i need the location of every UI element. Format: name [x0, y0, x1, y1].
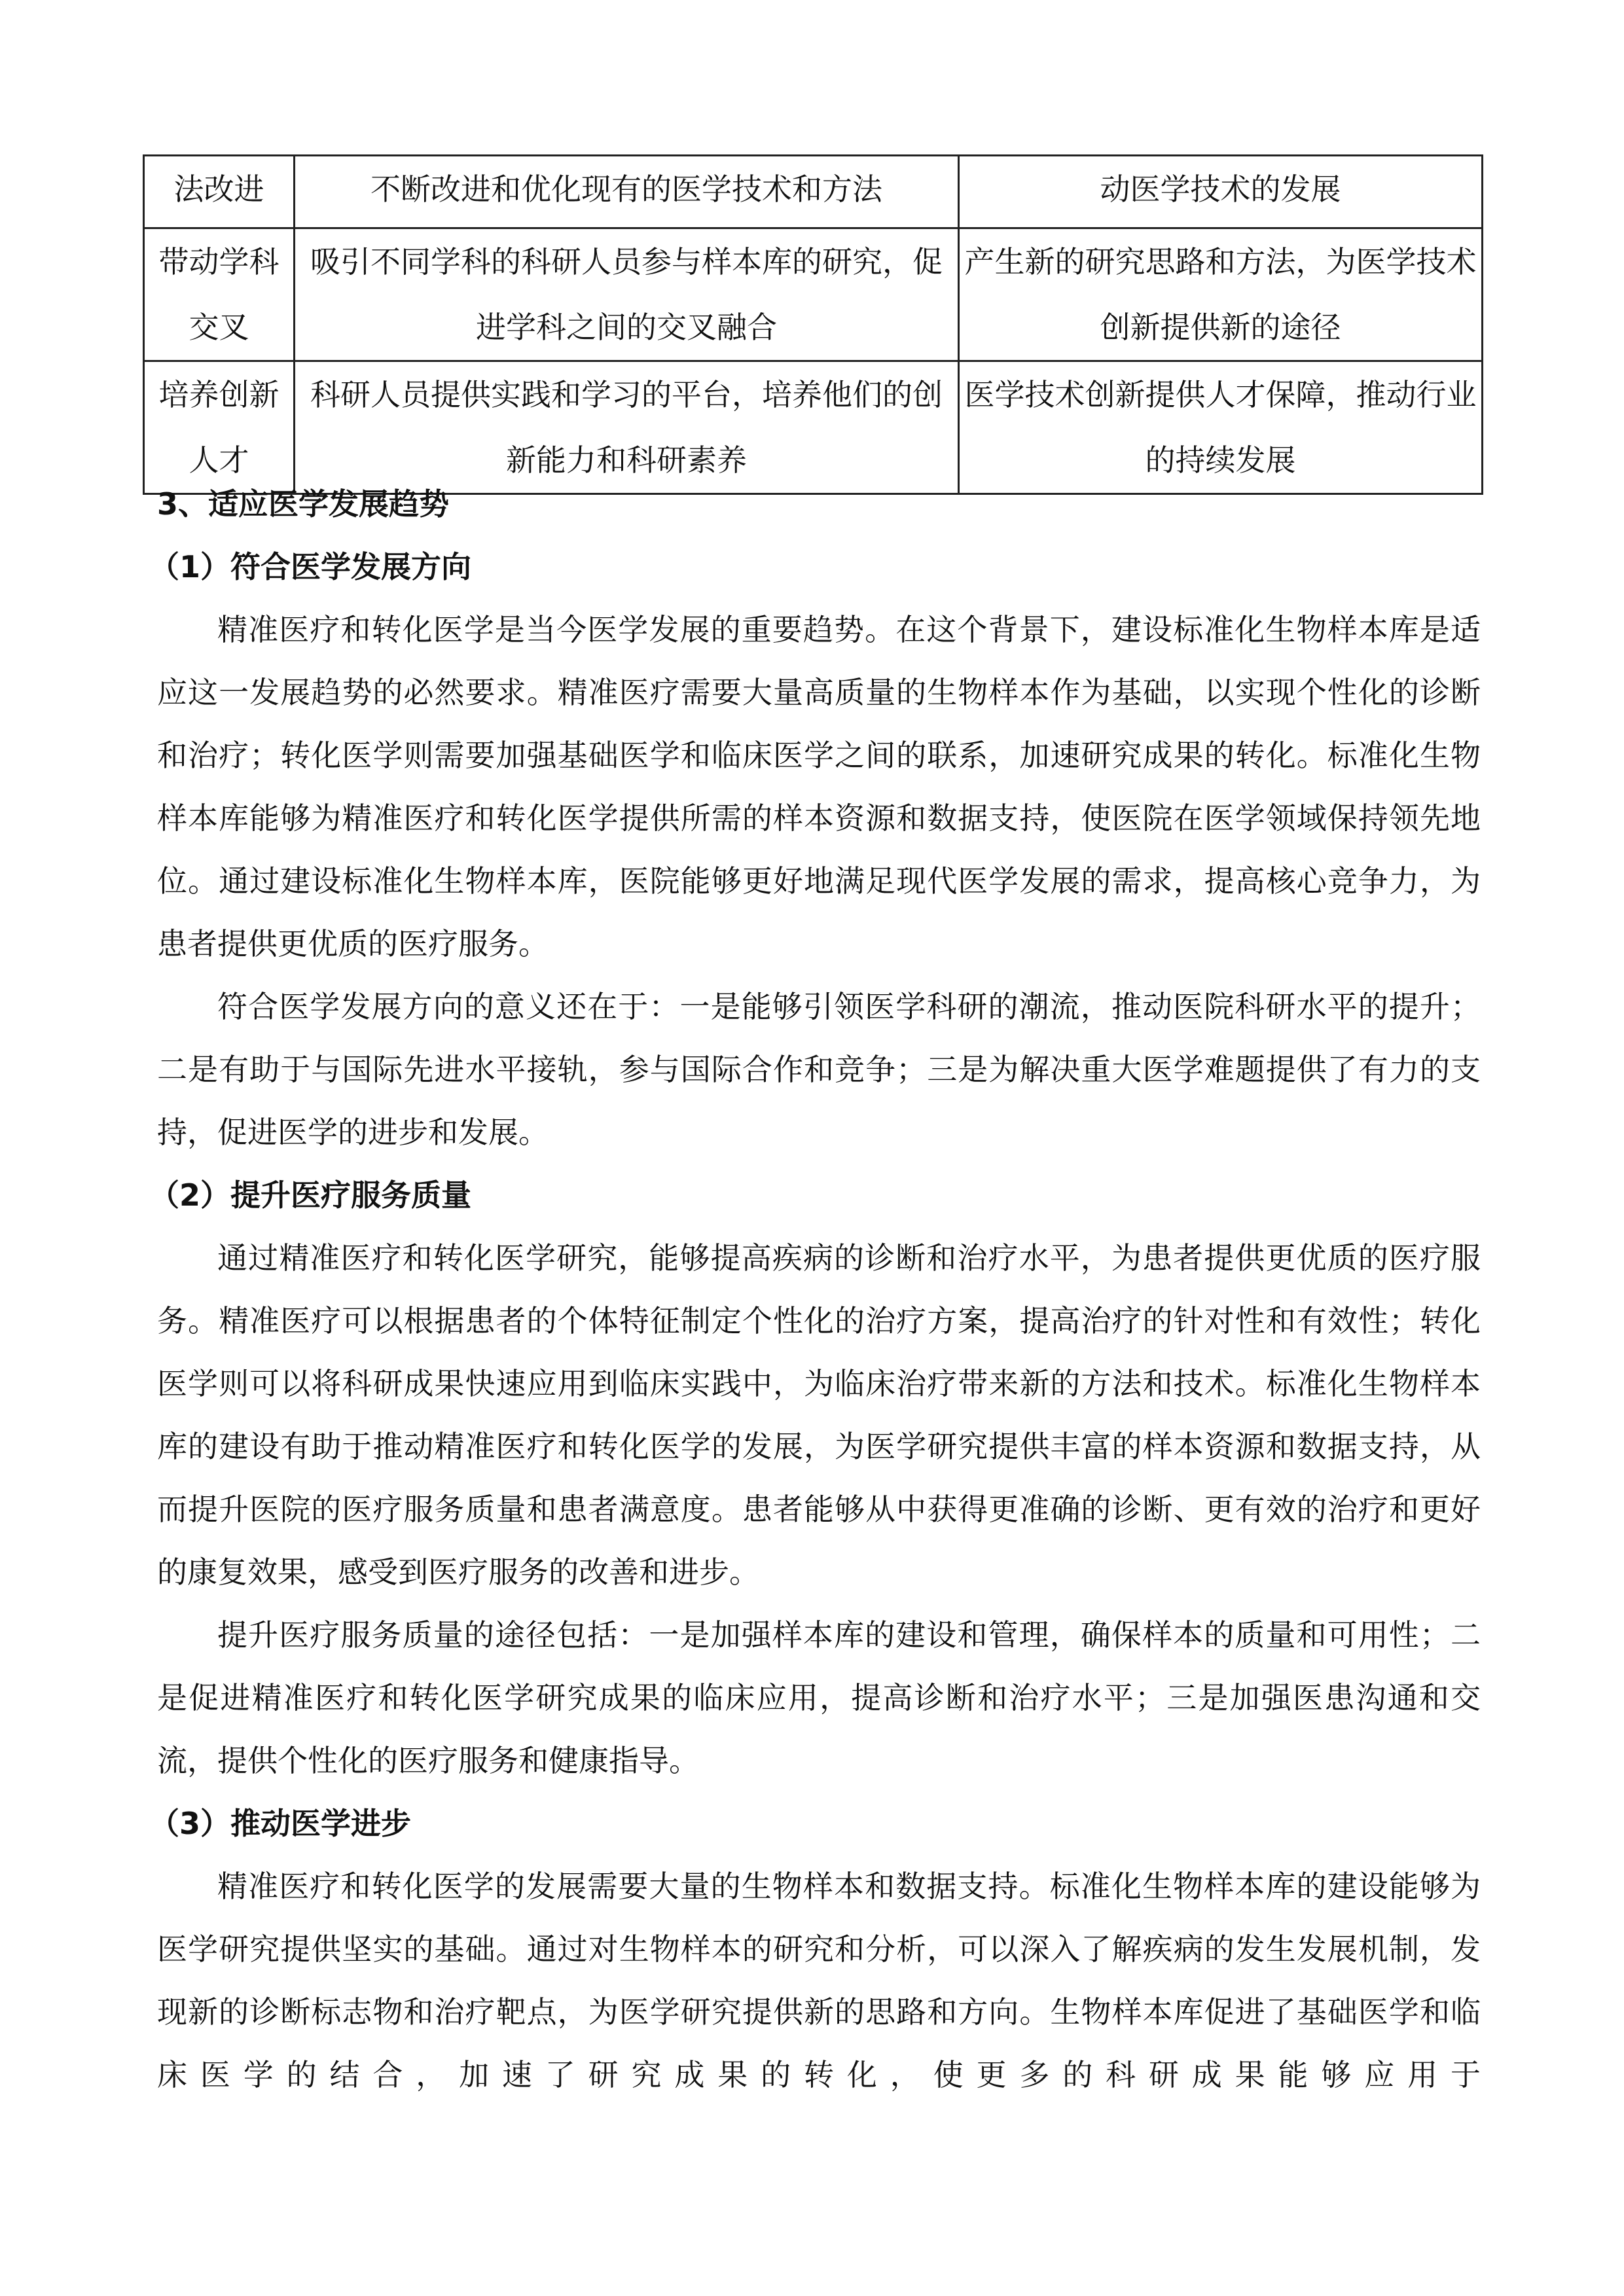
paragraph: 提升医疗服务质量的途径包括：一是加强样本库的建设和管理，确保样本的质量和可用性；二是促进精准医疗和转化医学研究成果的临床应用，提高诊断和治疗水平；三是加强医患沟通和交流，提供个性化的医疗服务和健康指导。 — [157, 1617, 1481, 1778]
table-cell: 法改进 — [144, 156, 295, 228]
innovation-table — [143, 154, 1483, 495]
table-cell: 科研人员提供实践和学习的平台，培养他们的创新能力和科研素养 — [295, 361, 959, 494]
table-cell: 带动学科交叉 — [144, 228, 295, 361]
section-heading: 3、适应医学发展趋势 — [157, 486, 450, 522]
table-row — [144, 156, 1483, 228]
paragraph: 精准医疗和转化医学的发展需要大量的生物样本和数据支持。标准化生物样本库的建设能够为医学研究提供坚实的基础。通过对生物样本的研究和分析，可以深入了解疾病的发生发展机制，发现新的诊断标志物和治疗靶点，为医学研究提供新的思路和方向。生物样本库促进了基础医学和临床医学的结合，加速了研究成果的转化，使更多的科研成果能够应用于 — [157, 1869, 1481, 2092]
table-row — [144, 228, 1483, 361]
table-cell: 医学技术创新提供人才保障，推动行业的持续发展 — [959, 361, 1483, 494]
document-body — [149, 473, 1481, 2106]
subsection-heading: （2）提升医疗服务质量 — [149, 1177, 472, 1213]
table-cell: 动医学技术的发展 — [959, 156, 1483, 228]
table-cell: 培养创新人才 — [144, 361, 295, 494]
paragraph: 通过精准医疗和转化医学研究，能够提高疾病的诊断和治疗水平，为患者提供更优质的医疗服务。精准医疗可以根据患者的个体特征制定个性化的治疗方案，提高治疗的针对性和有效性；转化医学则可以将科研成果快速应用到临床实践中，为临床治疗带来新的方法和技术。标准化生物样本库的建设有助于推动精准医疗和转化医学的发展，为医学研究提供丰富的样本资源和数据支持，从而提升医院的医疗服务质量和患者满意度。患者能够从中获得更准确的诊断、更有效的治疗和更好的康复效果，感受到医疗服务的改善和进步。 — [157, 1240, 1481, 1590]
subsection-heading: （1）符合医学发展方向 — [149, 549, 472, 584]
subsection-heading: （3）推动医学进步 — [149, 1806, 412, 1841]
table-cell: 不断改进和优化现有的医学技术和方法 — [295, 156, 959, 228]
paragraph: 符合医学发展方向的意义还在于：一是能够引领医学科研的潮流，推动医院科研水平的提升；二是有助于与国际先进水平接轨，参与国际合作和竞争；三是为解决重大医学难题提供了有力的支持，促进医学的进步和发展。 — [157, 989, 1481, 1150]
table-cell: 产生新的研究思路和方法，为医学技术创新提供新的途径 — [959, 228, 1483, 361]
table-cell: 吸引不同学科的科研人员参与样本库的研究，促进学科之间的交叉融合 — [295, 228, 959, 361]
paragraph: 精准医疗和转化医学是当今医学发展的重要趋势。在这个背景下，建设标准化生物样本库是适应这一发展趋势的必然要求。精准医疗需要大量高质量的生物样本作为基础，以实现个性化的诊断和治疗；转化医学则需要加强基础医学和临床医学之间的联系，加速研究成果的转化。标准化生物样本库能够为精准医疗和转化医学提供所需的样本资源和数据支持，使医院在医学领域保持领先地位。通过建设标准化生物样本库，医院能够更好地满足现代医学发展的需求，提高核心竞争力，为患者提供更优质的医疗服务。 — [157, 612, 1481, 961]
